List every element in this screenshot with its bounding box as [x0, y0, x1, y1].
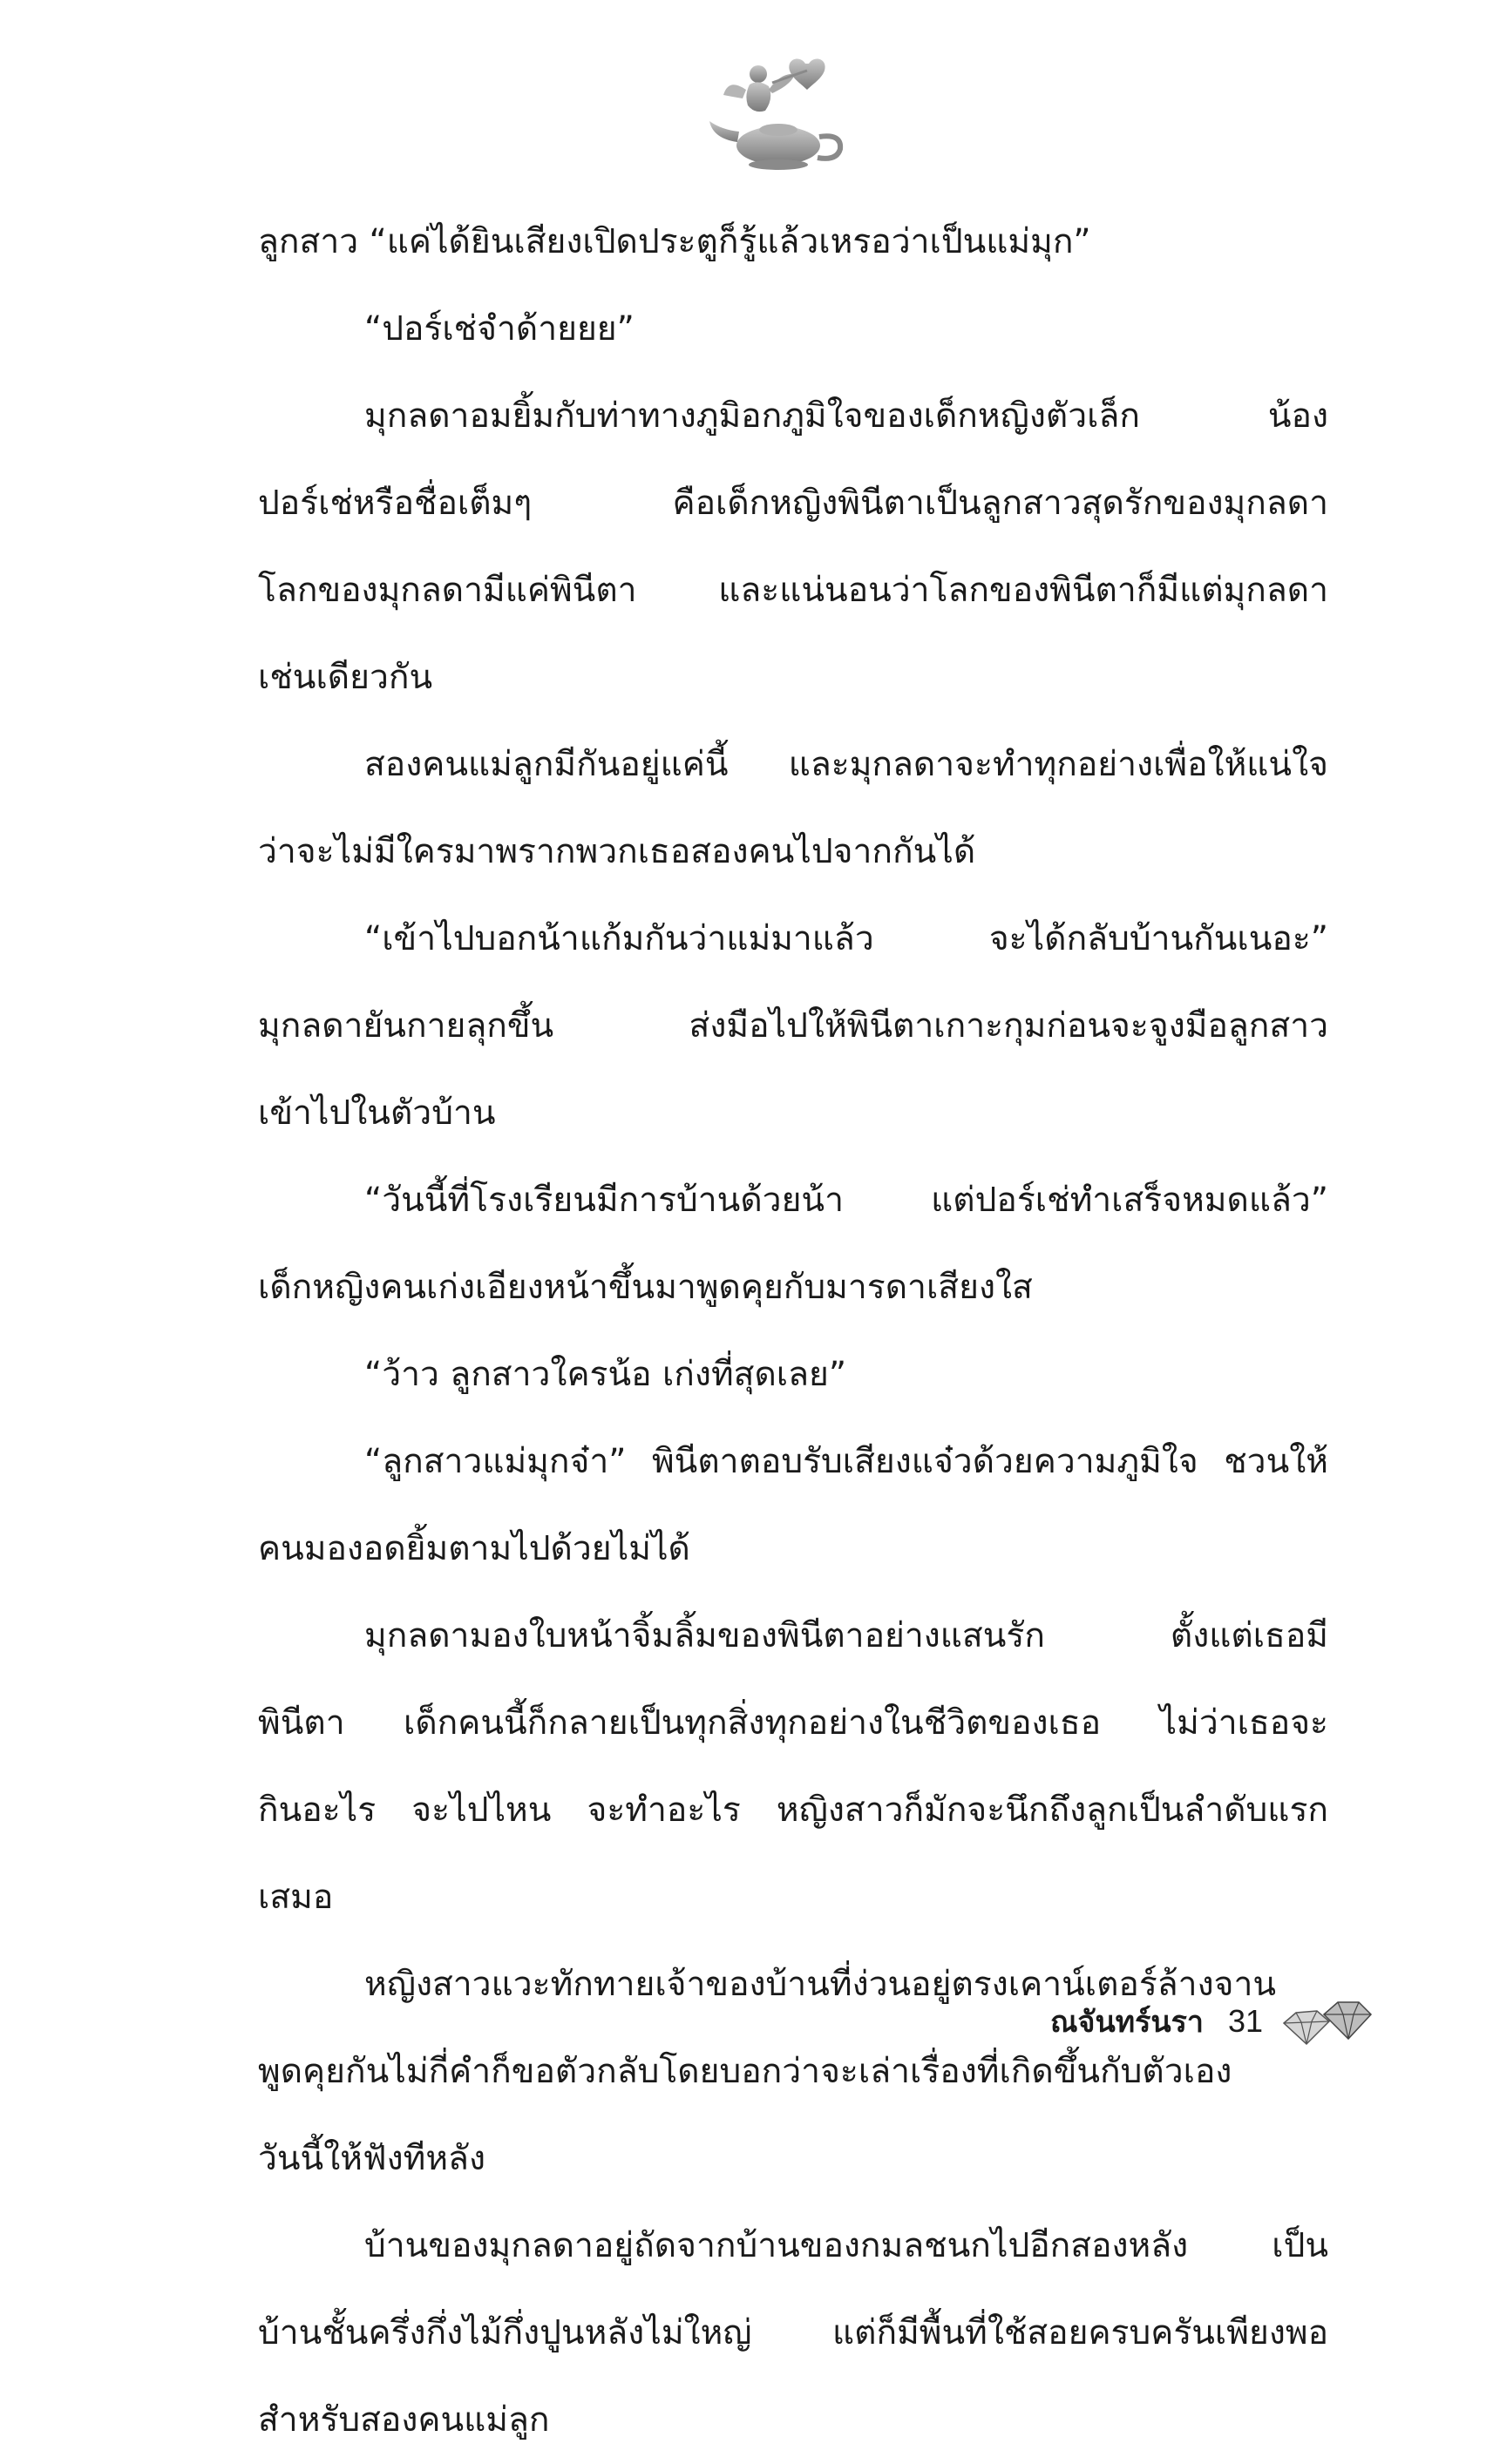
text-line: สำหรับสองคนแม่ลูก [258, 2400, 550, 2440]
text-line: เช่นเดียวกัน [258, 658, 433, 697]
author-name: ณจันทร์นรา [1050, 2005, 1204, 2040]
text-line: เสมอ [258, 1878, 334, 1917]
text-line: “วันนี้ที่โรงเรียนมีการบ้านด้วยน้า แต่ปอร์เช่ทำเสร็จหมดแล้ว” [364, 1181, 1328, 1220]
text-line: มุกลดายันกายลุกขึ้น ส่งมือไปให้พินีตาเกาะกุมก่อนจะจูงมือลูกสาว [258, 1006, 1328, 1046]
text-line: บ้านชั้นครึ่งกึ่งไม้กึ่งปูนหลังไม่ใหญ่ แต่ก็มีพื้นที่ใช้สอยครบครันเพียงพอ [258, 2313, 1328, 2352]
text-line: เข้าไปในตัวบ้าน [258, 1093, 496, 1133]
text-line: “เข้าไปบอกน้าแก้มกันว่าแม่มาแล้ว จะได้กลับบ้านกันเนอะ” [364, 919, 1328, 958]
text-line: มุกลดาอมยิ้มกับท่าทางภูมิอกภูมิใจของเด็กหญิงตัวเล็ก น้อง [364, 396, 1328, 436]
text-line: ว่าจะไม่มีใครมาพรากพวกเธอสองคนไปจากกันได้ [258, 832, 976, 871]
text-line: สองคนแม่ลูกมีกันอยู่แค่นี้ และมุกลดาจะทำทุกอย่างเพื่อให้แน่ใจ [364, 745, 1328, 784]
text-line: พินีตา เด็กคนนี้ก็กลายเป็นทุกสิ่งทุกอย่างในชีวิตของเธอ ไม่ว่าเธอจะ [258, 1703, 1328, 1743]
body-text [258, 199, 1328, 2464]
text-line: วันนี้ให้ฟังทีหลัง [258, 2139, 485, 2178]
text-line: โลกของมุกลดามีแค่พินีตา และแน่นอนว่าโลกของพินีตาก็มีแต่มุกลดา [258, 571, 1328, 610]
text-line: บ้านของมุกลดาอยู่ถัดจากบ้านของกมลชนกไปอีกสองหลัง เป็น [364, 2226, 1328, 2265]
text-line: หญิงสาวแวะทักทายเจ้าของบ้านที่ง่วนอยู่ตรงเคาน์เตอร์ล้างจาน [364, 1965, 1277, 2004]
text-line: มุกลดามองใบหน้าจิ้มลิ้มของพินีตาอย่างแสนรัก ตั้งแต่เธอมี [364, 1616, 1328, 1655]
text-line: พูดคุยกันไม่กี่คำก็ขอตัวกลับโดยบอกว่าจะเล่าเรื่องที่เกิดขึ้นกับตัวเอง [258, 2052, 1232, 2091]
text-line: “ลูกสาวแม่มุกจ๋า” พินีตาตอบรับเสียงแจ๋วด้วยความภูมิใจ ชวนให้ [364, 1442, 1328, 1481]
text-line: กินอะไร จะไปไหน จะทำอะไร หญิงสาวก็มักจะนึกถึงลูกเป็นลำดับแรก [258, 1790, 1328, 1830]
page-number: 31 [1227, 2003, 1264, 2039]
text-line: ปอร์เช่หรือชื่อเต็มๆ คือเด็กหญิงพินีตาเป็นลูกสาวสุดรักของมุกลดา [258, 484, 1328, 523]
diamond-gems-icon [1279, 1995, 1374, 2048]
text-line: “ปอร์เช่จำด้ายยย” [364, 309, 635, 349]
page-footer [1050, 1995, 1374, 2048]
text-line: “ว้าว ลูกสาวใครน้อ เก่งที่สุดเลย” [364, 1355, 847, 1394]
text-line: ลูกสาว “แค่ได้ยินเสียงเปิดประตูก็รู้แล้วเหรอว่าเป็นแม่มุก” [258, 222, 1091, 261]
text-line: คนมองอดยิ้มตามไปด้วยไม่ได้ [258, 1529, 690, 1568]
text-line: เด็กหญิงคนเก่งเอียงหน้าขึ้นมาพูดคุยกับมารดาเสียงใส [258, 1268, 1033, 1307]
cupid-teapot-emblem-icon [704, 48, 852, 179]
